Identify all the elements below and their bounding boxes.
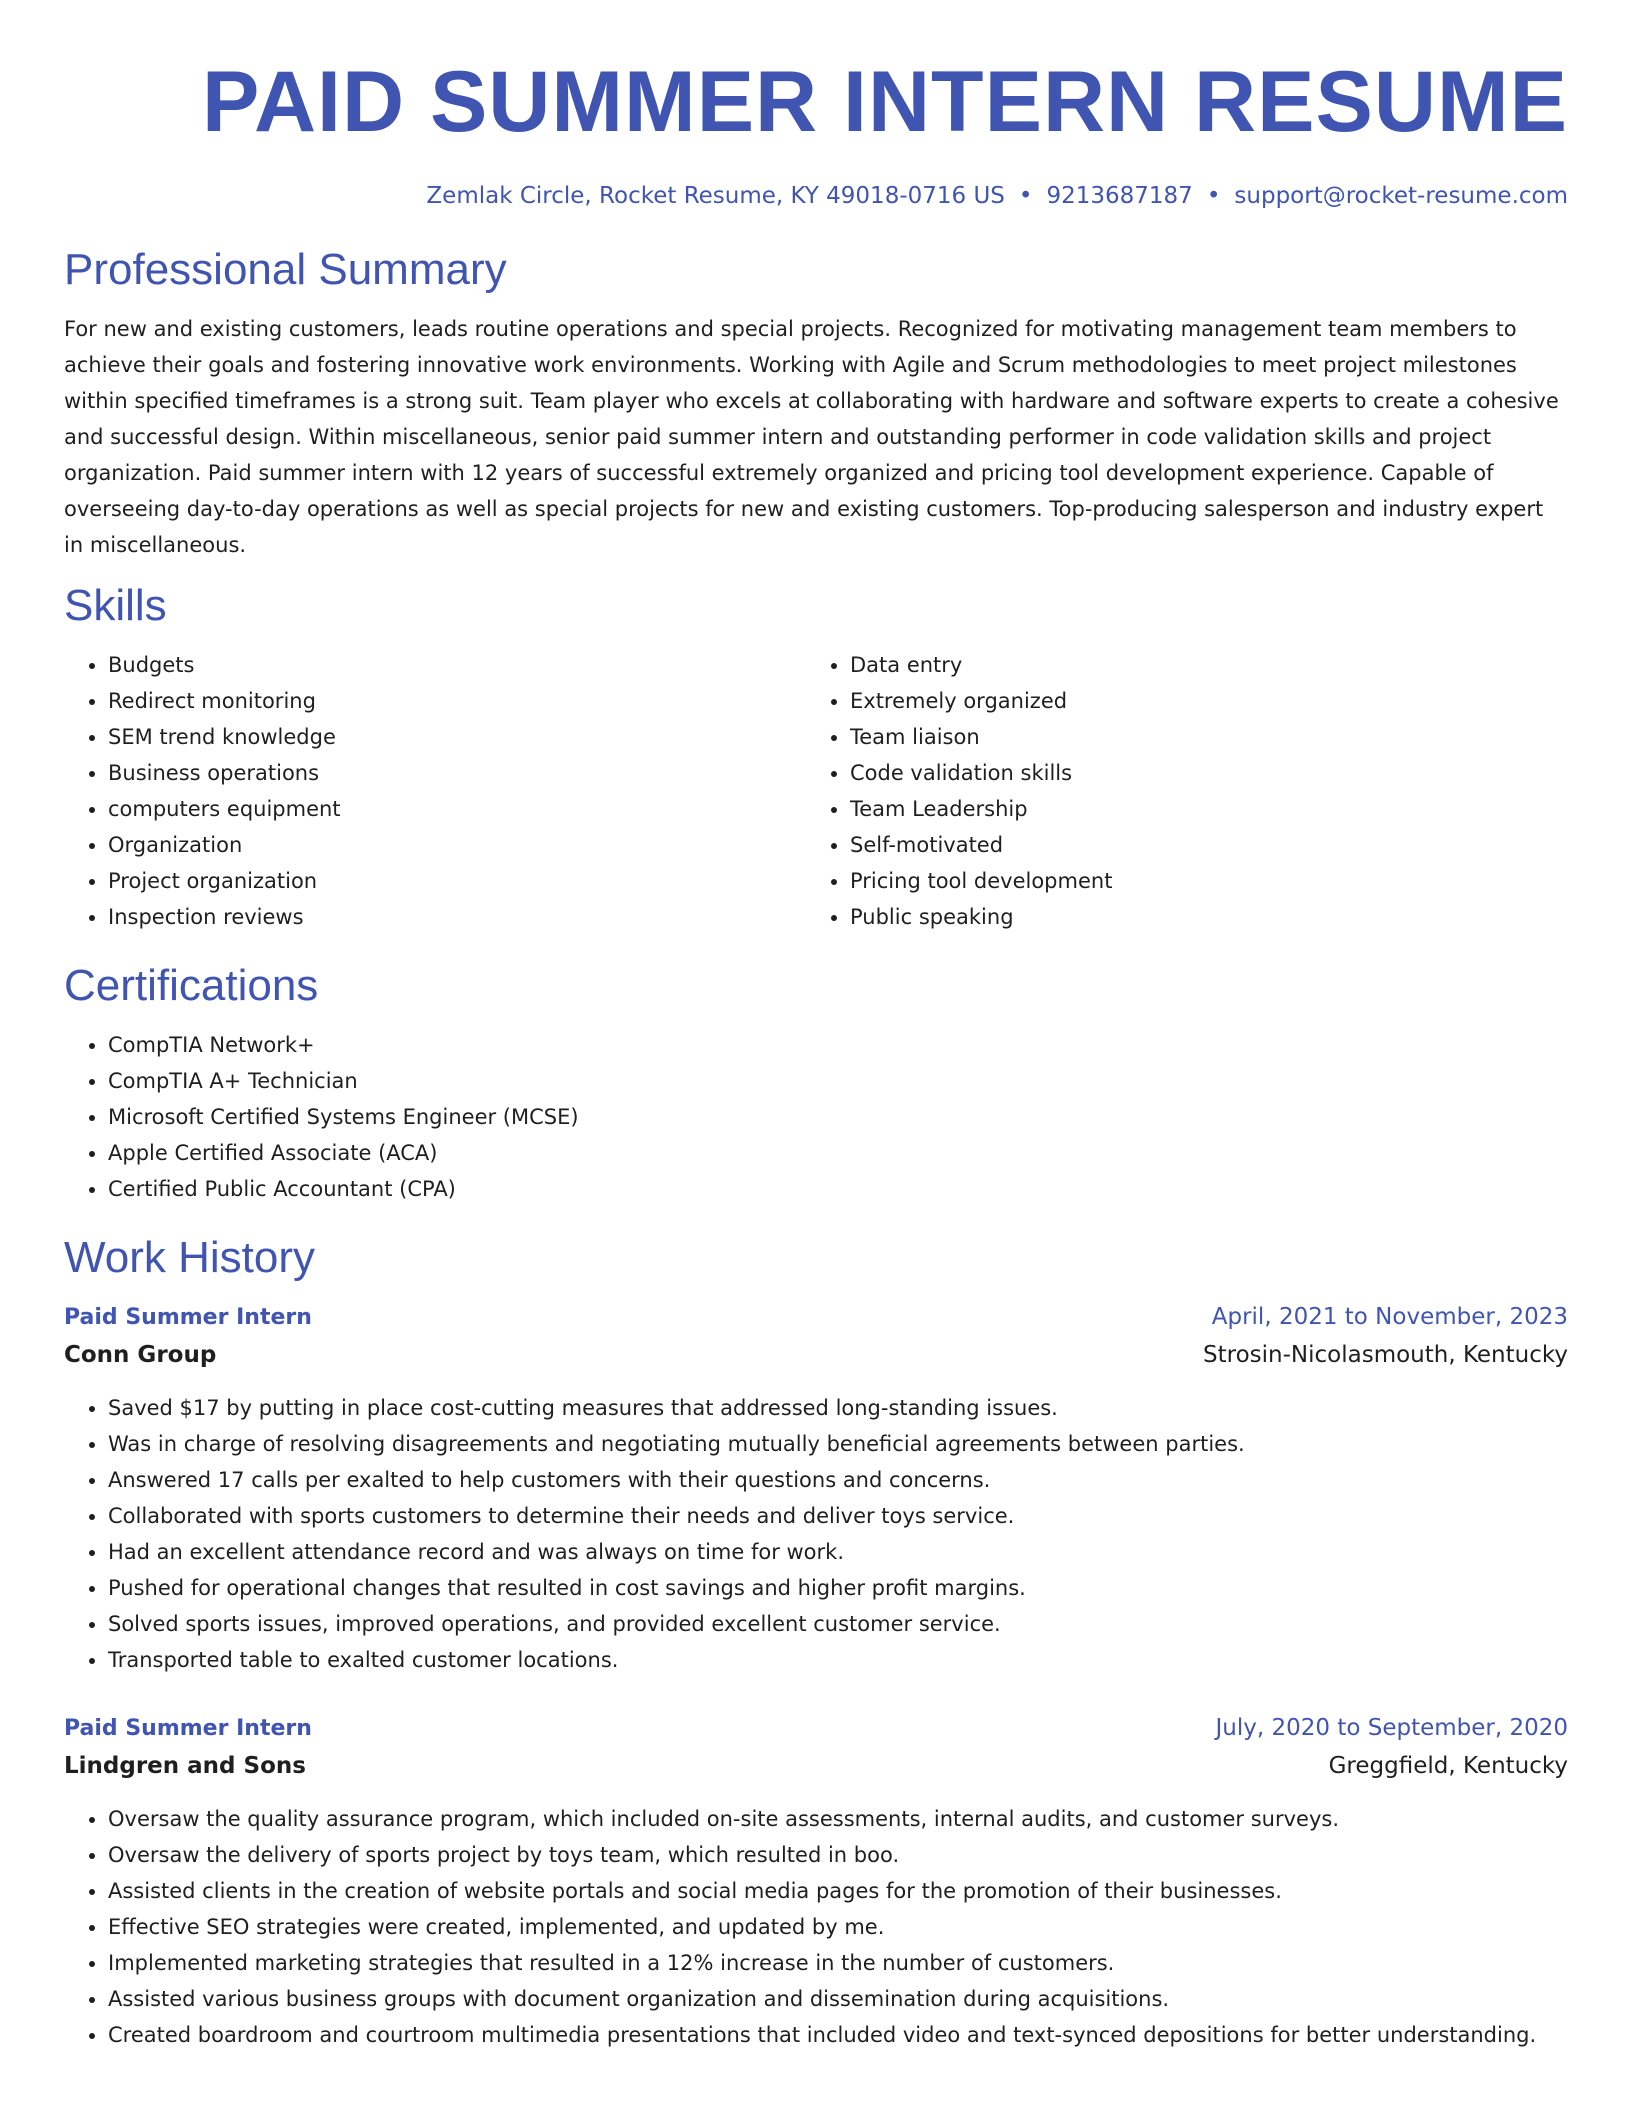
summary-section [64, 243, 1568, 563]
skill-item: • Extremely organized [850, 683, 1548, 719]
certification-item: • Certified Public Accountant (CPA) [108, 1171, 1568, 1207]
skill-item: • Project organization [108, 863, 806, 899]
skills-heading: Skills [64, 581, 167, 630]
skill-item: • Public speaking [850, 899, 1548, 935]
bullet-separator: • [1018, 183, 1033, 209]
certifications-heading: Certifications [64, 961, 319, 1010]
job-bullet: • Created boardroom and courtroom multimedia presentations that included video and text-synced depositions for better understanding. [108, 2017, 1568, 2053]
job-bullet: • Transported table to exalted customer locations. [108, 1642, 1568, 1678]
job-bullet: • Oversaw the quality assurance program, which included on-site assessments, internal audits, and customer surveys. [108, 1801, 1568, 1837]
job-location: Strosin-Nicolasmouth, Kentucky [1203, 1342, 1568, 1368]
skill-item: • Inspection reviews [108, 899, 806, 935]
job-bullet: • Implemented marketing strategies that resulted in a 12% increase in the number of customers. [108, 1945, 1568, 1981]
bullet-separator: • [1206, 183, 1221, 209]
skill-item: • Team liaison [850, 719, 1548, 755]
job-entry [64, 1710, 1568, 2053]
job-bullet: • Saved $17 by putting in place cost-cutting measures that addressed long-standing issues. [108, 1390, 1568, 1426]
skill-item: • Self-motivated [850, 827, 1548, 863]
job-header [64, 1710, 1568, 1747]
job-bullet: • Had an excellent attendance record and was always on time for work. [108, 1534, 1568, 1570]
certifications-list [64, 1027, 1568, 1207]
skill-item: • Data entry [850, 647, 1548, 683]
job-bullet: • Pushed for operational changes that resulted in cost savings and higher profit margins. [108, 1570, 1568, 1606]
skill-item: • computers equipment [108, 791, 806, 827]
job-title: Paid Summer Intern [64, 1716, 312, 1741]
job-bullet: • Collaborated with sports customers to determine their needs and deliver toys service. [108, 1498, 1568, 1534]
job-company: Lindgren and Sons [64, 1753, 306, 1779]
skill-item: • SEM trend knowledge [108, 719, 806, 755]
skill-item: • Redirect monitoring [108, 683, 806, 719]
job-bullet: • Assisted clients in the creation of website portals and social media pages for the promotion of their businesses. [108, 1873, 1568, 1909]
resume-page [64, 0, 1568, 2053]
summary-heading: Professional Summary [64, 245, 507, 294]
job-dates: April, 2021 to November, 2023 [1211, 1304, 1568, 1330]
skills-section [64, 579, 1568, 935]
certification-item: • Microsoft Certified Systems Engineer (MCSE) [108, 1099, 1568, 1135]
job-bullet: • Answered 17 calls per exalted to help customers with their questions and concerns. [108, 1462, 1568, 1498]
job-title: Paid Summer Intern [64, 1305, 312, 1330]
certification-item: • CompTIA Network+ [108, 1027, 1568, 1063]
certification-item: • Apple Certified Associate (ACA) [108, 1135, 1568, 1171]
job-bullet: • Effective SEO strategies were created, implemented, and updated by me. [108, 1909, 1568, 1945]
skill-item: • Business operations [108, 755, 806, 791]
job-bullet-list [64, 1390, 1568, 1678]
job-bullet: • Assisted various business groups with document organization and dissemination during acquisitions. [108, 1981, 1568, 2017]
summary-text: For new and existing customers, leads routine operations and special projects. Recognized for motivating management team members to achieve their goals and fostering innovative work environments. Working with Agile and Scrum methodologies to meet project milestones within specified timeframes is a strong suit. Team player who excels at collaborating with hardware and software experts to create a cohesive and successful design. Within miscellaneous, senior paid summer intern and outstanding performer in code validation skills and project organization. Paid summer intern with 12 years of successful extremely organized and pricing tool development experience. Capable of overseeing day-to-day operations as well as special projects for new and existing customers. Top-producing salesperson and industry expert in miscellaneous. [64, 317, 1559, 557]
certifications-section [64, 959, 1568, 1207]
job-subheader [64, 1336, 1568, 1374]
job-bullet-list [64, 1801, 1568, 2053]
skills-grid [64, 647, 1568, 935]
skill-item: • Team Leadership [850, 791, 1548, 827]
contact-email[interactable]: support@rocket-resume.com [1234, 183, 1568, 209]
job-dates: July, 2020 to September, 2020 [1215, 1715, 1568, 1741]
skills-list-left [64, 647, 806, 935]
skill-item: • Budgets [108, 647, 806, 683]
job-subheader [64, 1747, 1568, 1785]
certification-item: • CompTIA A+ Technician [108, 1063, 1568, 1099]
skill-item: • Code validation skills [850, 755, 1548, 791]
resume-title: PAID SUMMER INTERN RESUME [201, 54, 1568, 150]
contact-line [64, 179, 1568, 213]
contact-address: Zemlak Circle, Rocket Resume, KY 49018-0716 US [426, 183, 1005, 209]
skill-item: • Organization [108, 827, 806, 863]
job-bullet: • Solved sports issues, improved operations, and provided excellent customer service. [108, 1606, 1568, 1642]
job-bullet: • Was in charge of resolving disagreements and negotiating mutually beneficial agreements between parties. [108, 1426, 1568, 1462]
job-header [64, 1299, 1568, 1336]
work-history-heading: Work History [64, 1233, 315, 1282]
job-company: Conn Group [64, 1342, 217, 1368]
job-location: Greggfield, Kentucky [1328, 1753, 1568, 1779]
skills-list-right [806, 647, 1548, 935]
skill-item: • Pricing tool development [850, 863, 1548, 899]
work-history-section [64, 1231, 1568, 2053]
contact-phone: 9213687187 [1046, 183, 1193, 209]
job-bullet: • Oversaw the delivery of sports project by toys team, which resulted in boo. [108, 1837, 1568, 1873]
job-entry [64, 1299, 1568, 1678]
